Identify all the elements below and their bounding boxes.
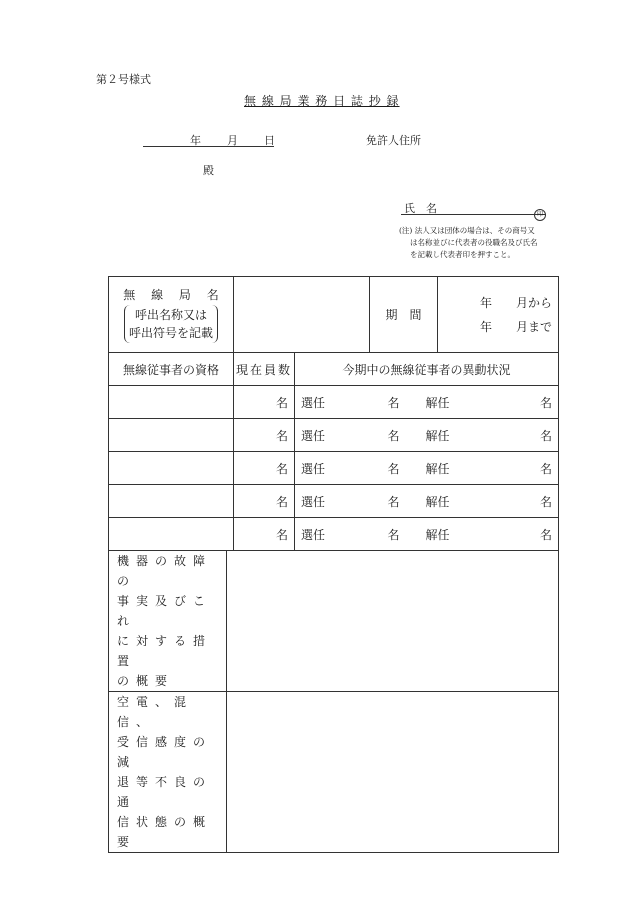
date-day: 日 xyxy=(264,134,275,147)
note-line-2: は名称並びに代表者の役職名及び氏名 xyxy=(410,238,538,247)
call-sign-line-2: 呼出符号を記載 xyxy=(129,326,214,340)
dismiss-label: 解任 xyxy=(404,419,490,452)
dismiss-unit[interactable]: 名 xyxy=(490,452,559,485)
qualification-input[interactable] xyxy=(109,518,234,551)
dismiss-label: 解任 xyxy=(404,485,490,518)
appoint-unit[interactable]: 名 xyxy=(370,452,404,485)
current-staff-header: 現在員数 xyxy=(234,353,295,386)
appoint-label: 選任 xyxy=(295,419,370,452)
licensee-address-label: 免許人住所 xyxy=(366,134,421,147)
appoint-label: 選任 xyxy=(295,518,370,551)
addressee: 殿 xyxy=(203,164,214,177)
change-status-header: 今期中の無線従事者の異動状況 xyxy=(295,353,559,386)
period-from: 年 月から xyxy=(480,295,553,310)
interference-label xyxy=(109,692,227,853)
staff-count-unit[interactable]: 名 xyxy=(234,452,295,485)
interference-input[interactable] xyxy=(227,692,559,853)
name-underline xyxy=(401,214,546,215)
qualification-input[interactable] xyxy=(109,419,234,452)
appoint-unit[interactable]: 名 xyxy=(370,386,404,419)
staff-count-unit[interactable]: 名 xyxy=(234,485,295,518)
period-label: 期 間 xyxy=(370,277,438,353)
seal-icon xyxy=(534,201,546,221)
table-row xyxy=(109,518,559,551)
station-name-input[interactable] xyxy=(234,277,370,353)
table-row xyxy=(109,452,559,485)
period-to: 年 月まで xyxy=(480,319,553,334)
equipment-failure-line: の概要 xyxy=(117,674,175,688)
staff-count-unit[interactable]: 名 xyxy=(234,386,295,419)
form-number: 第２号様式 xyxy=(96,73,151,86)
appoint-label: 選任 xyxy=(295,485,370,518)
appoint-unit[interactable]: 名 xyxy=(370,518,404,551)
document-title: 無 線 局 業 務 日 誌 抄 録 xyxy=(244,94,400,108)
appoint-unit[interactable]: 名 xyxy=(370,419,404,452)
dismiss-unit[interactable]: 名 xyxy=(490,386,559,419)
note-line-3: を記載し代表者印を押すこと。 xyxy=(410,250,515,259)
licensee-name-label: 氏 名 xyxy=(404,202,437,215)
staff-count-unit[interactable]: 名 xyxy=(234,518,295,551)
appoint-label: 選任 xyxy=(295,386,370,419)
qualification-input[interactable] xyxy=(109,452,234,485)
table-row xyxy=(109,485,559,518)
station-name-label: 無 線 局 名 xyxy=(123,288,225,302)
dismiss-label: 解任 xyxy=(404,518,490,551)
call-sign-line-1: 呼出名称又は xyxy=(135,308,208,322)
interference-line: 退等不良の通 xyxy=(117,775,213,809)
dismiss-unit[interactable]: 名 xyxy=(490,485,559,518)
equipment-failure-line: 事実及びこれ xyxy=(117,594,213,628)
qualification-header: 無線従事者の資格 xyxy=(109,353,234,386)
equipment-failure-label xyxy=(109,551,227,692)
dismiss-label: 解任 xyxy=(404,452,490,485)
station-name-cell xyxy=(109,277,234,353)
table-row xyxy=(109,419,559,452)
qualification-input[interactable] xyxy=(109,485,234,518)
period-cell[interactable] xyxy=(438,277,559,353)
interference-line: 信状態の概要 xyxy=(117,815,213,849)
qualification-input[interactable] xyxy=(109,386,234,419)
table-row xyxy=(109,386,559,419)
equipment-failure-input[interactable] xyxy=(227,551,559,692)
dismiss-label: 解任 xyxy=(404,386,490,419)
note-line-1: (注) 法人又は団体の場合は、その商号又 xyxy=(399,226,535,235)
equipment-failure-line: に対する措置 xyxy=(117,634,213,668)
appoint-unit[interactable]: 名 xyxy=(370,485,404,518)
date-underline xyxy=(143,146,274,147)
equipment-failure-line: 機器の故障の xyxy=(117,554,213,588)
seal-label: 印 xyxy=(534,209,546,221)
call-sign-note xyxy=(124,305,218,343)
station-log-table xyxy=(108,276,559,853)
appoint-label: 選任 xyxy=(295,452,370,485)
dismiss-unit[interactable]: 名 xyxy=(490,419,559,452)
interference-line: 受信感度の減 xyxy=(117,735,213,769)
date-year: 年 xyxy=(190,134,201,147)
staff-count-unit[interactable]: 名 xyxy=(234,419,295,452)
date-month: 月 xyxy=(227,134,238,147)
dismiss-unit[interactable]: 名 xyxy=(490,518,559,551)
interference-line: 空電、混信、 xyxy=(117,695,194,729)
